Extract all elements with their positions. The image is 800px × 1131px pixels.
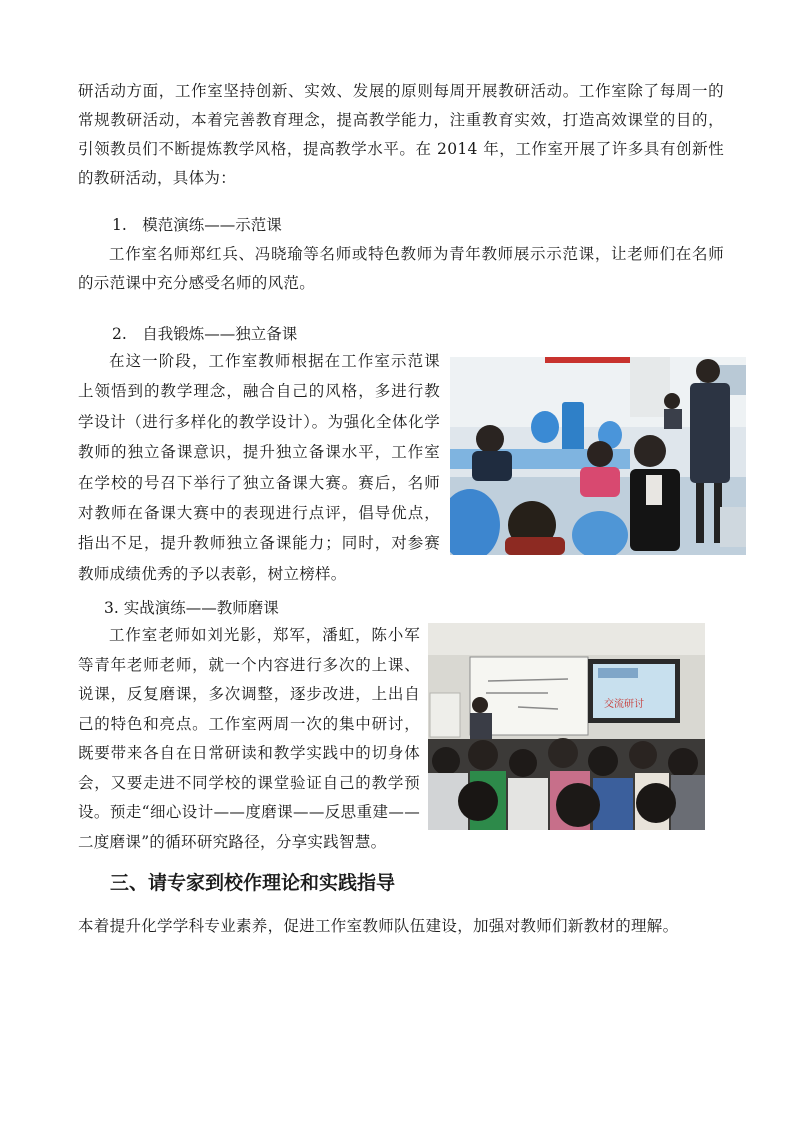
item1-heading: 1. 模范演练——示范课 — [112, 216, 282, 234]
item1-body: 工作室名师郑红兵、冯晓瑜等名师或特色教师为青年教师展示示范课，让老师们在名师的示范课中充分感受名师的风范。 — [78, 245, 724, 292]
item2-heading: 2. 自我锻炼——独立备课 — [112, 325, 298, 343]
section3-body: 本着提升化学学科专业素养，促进工作室教师队伍建设，加强对教师们新教材的理解。 — [78, 917, 679, 935]
item3-heading: 3. 实战演练——教师磨课 — [104, 599, 279, 617]
section3-title: 三、请专家到校作理论和实践指导 — [110, 872, 396, 894]
intro-paragraph: 研活动方面，工作室坚持创新、实效、发展的原则每周开展教研活动。工作室除了每周一的常规教研活动，本着完善教育理念，提高教学能力，注重教育实效，打造高效课堂的目的，引领教员们不断提炼教学风格，提高教学水平。在 2014 年，工作室开展了许多具有创新性的教研活动，具体为： — [78, 82, 724, 187]
independent-lesson-prep-photo — [450, 357, 746, 555]
item3-body: 工作室老师如刘光影，郑军，潘虹，陈小军等青年老师老师，就一个内容进行多次的上课、说课，反复磨课，多次调整，逐步改进，上出自己的特色和亮点。工作室两周一次的集中研讨，既要带来各自在日常研读和教学实践中的切身体会，又要走进不同学校的课堂验证自己的教学预设。预走“细心设计——度磨课——反思重建——二度磨课”的循环研究路径，分享实践智慧。 — [78, 626, 420, 851]
lesson-polishing-photo — [428, 623, 705, 830]
screen-caption: 交流研讨 — [604, 699, 644, 710]
item2-body: 在这一阶段，工作室教师根据在工作室示范课上领悟到的教学理念，融合自己的风格，多进行教学设计（进行多样化的教学设计）。为强化全体化学教师的独立备课意识，提升独立备课水平，工作室在学校的号召下举行了独立备课大赛。赛后，名师对教师在备课大赛中的表现进行点评，倡导优点，指出不足，提升教师独立备课能力；同时，对参赛教师成绩优秀的予以表彰，树立榜样。 — [78, 352, 440, 583]
